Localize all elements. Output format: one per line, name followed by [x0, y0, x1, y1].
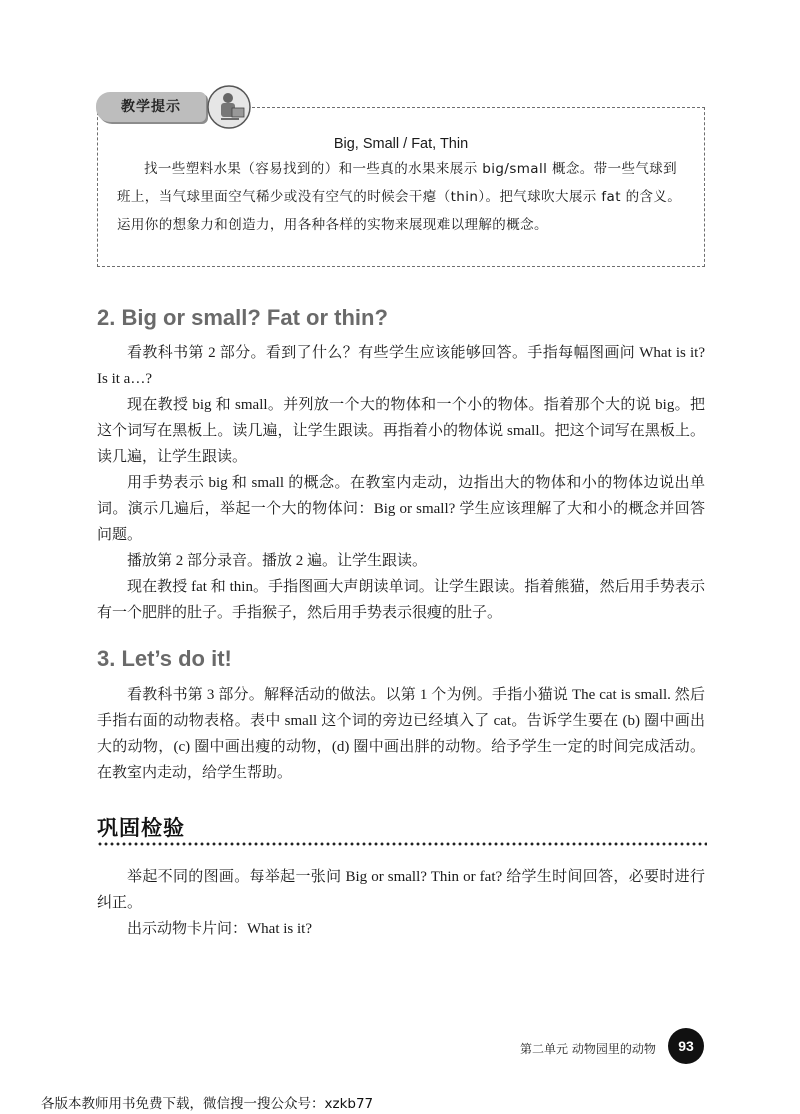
teaching-tip-title: Big, Small / Fat, Thin — [333, 136, 469, 152]
section-heading-2: 2. Big or small? Fat or thin? — [97, 305, 388, 330]
review-paragraph-2: 出示动物卡片问：What is it? — [127, 921, 312, 937]
section3-paragraph-1: 看教科书第 3 部分。解释活动的做法。以第 1 个为例。手指小猫说 The cat is small. 然后手指右面的动物表格。表中 small 这个词的旁边已经填入了 cat。告诉学生要在 (b) 圈中画出大的动物，(c) 圈中画出瘦的动物，(d) 圈中画出胖的动物。给予学生一定的时间完成活动。在教室内走动，给学生帮助。 — [97, 687, 705, 781]
teaching-tip-tab: 教学提示 — [96, 92, 206, 122]
teaching-tip-body: 找一些塑料水果（容易找到的）和一些真的水果来展示 big/small 概念。带一些气球到班上，当气球里面空气稀少或没有空气的时候会干瘪（thin）。把气球吹大展示 fat 的含义。运用你的想象力和创造力，用各种各样的实物来展现难以理解的概念。 — [117, 161, 682, 233]
download-notice: 各版本教师用书免费下载，微信搜一搜公众号：xzkb77 — [41, 1096, 374, 1112]
review-paragraph-1: 举起不同的图画。每举起一张问 Big or small? Thin or fat? 给学生时间回答，必要时进行纠正。 — [97, 869, 705, 911]
teacher-illustration-icon — [206, 84, 252, 130]
review-heading: 巩固检验 — [97, 816, 185, 840]
section2-paragraph-3: 用手势表示 big 和 small 的概念。在教室内走动，边指出大的物体和小的物体边说出单词。演示几遍后，举起一个大的物体问：Big or small? 学生应该理解了大和小的概念并回答问题。 — [97, 475, 705, 543]
page-number-badge: 93 — [668, 1028, 704, 1064]
section2-paragraph-5: 现在教授 fat 和 thin。手指图画大声朗读单词。让学生跟读。指着熊猫，然后用手势表示有一个肥胖的肚子。手指猴子，然后用手势表示很瘦的肚子。 — [97, 579, 705, 621]
footer-unit-text: 第二单元 动物园里的动物 — [520, 1042, 656, 1056]
section-heading-3: 3. Let’s do it! — [97, 646, 232, 671]
section2-paragraph-1: 看教科书第 2 部分。看到了什么？有些学生应该能够回答。手指每幅图画问 What is it? Is it a…? — [97, 345, 705, 387]
section2-paragraph-4: 播放第 2 部分录音。播放 2 遍。让学生跟读。 — [127, 553, 428, 569]
review-dotted-divider — [97, 842, 707, 846]
section2-paragraph-2: 现在教授 big 和 small。并列放一个大的物体和一个小的物体。指着那个大的说 big。把这个词写在黑板上。读几遍，让学生跟读。再指着小的物体说 small。把这个词写在黑板上。读几遍，让学生跟读。 — [97, 397, 705, 465]
